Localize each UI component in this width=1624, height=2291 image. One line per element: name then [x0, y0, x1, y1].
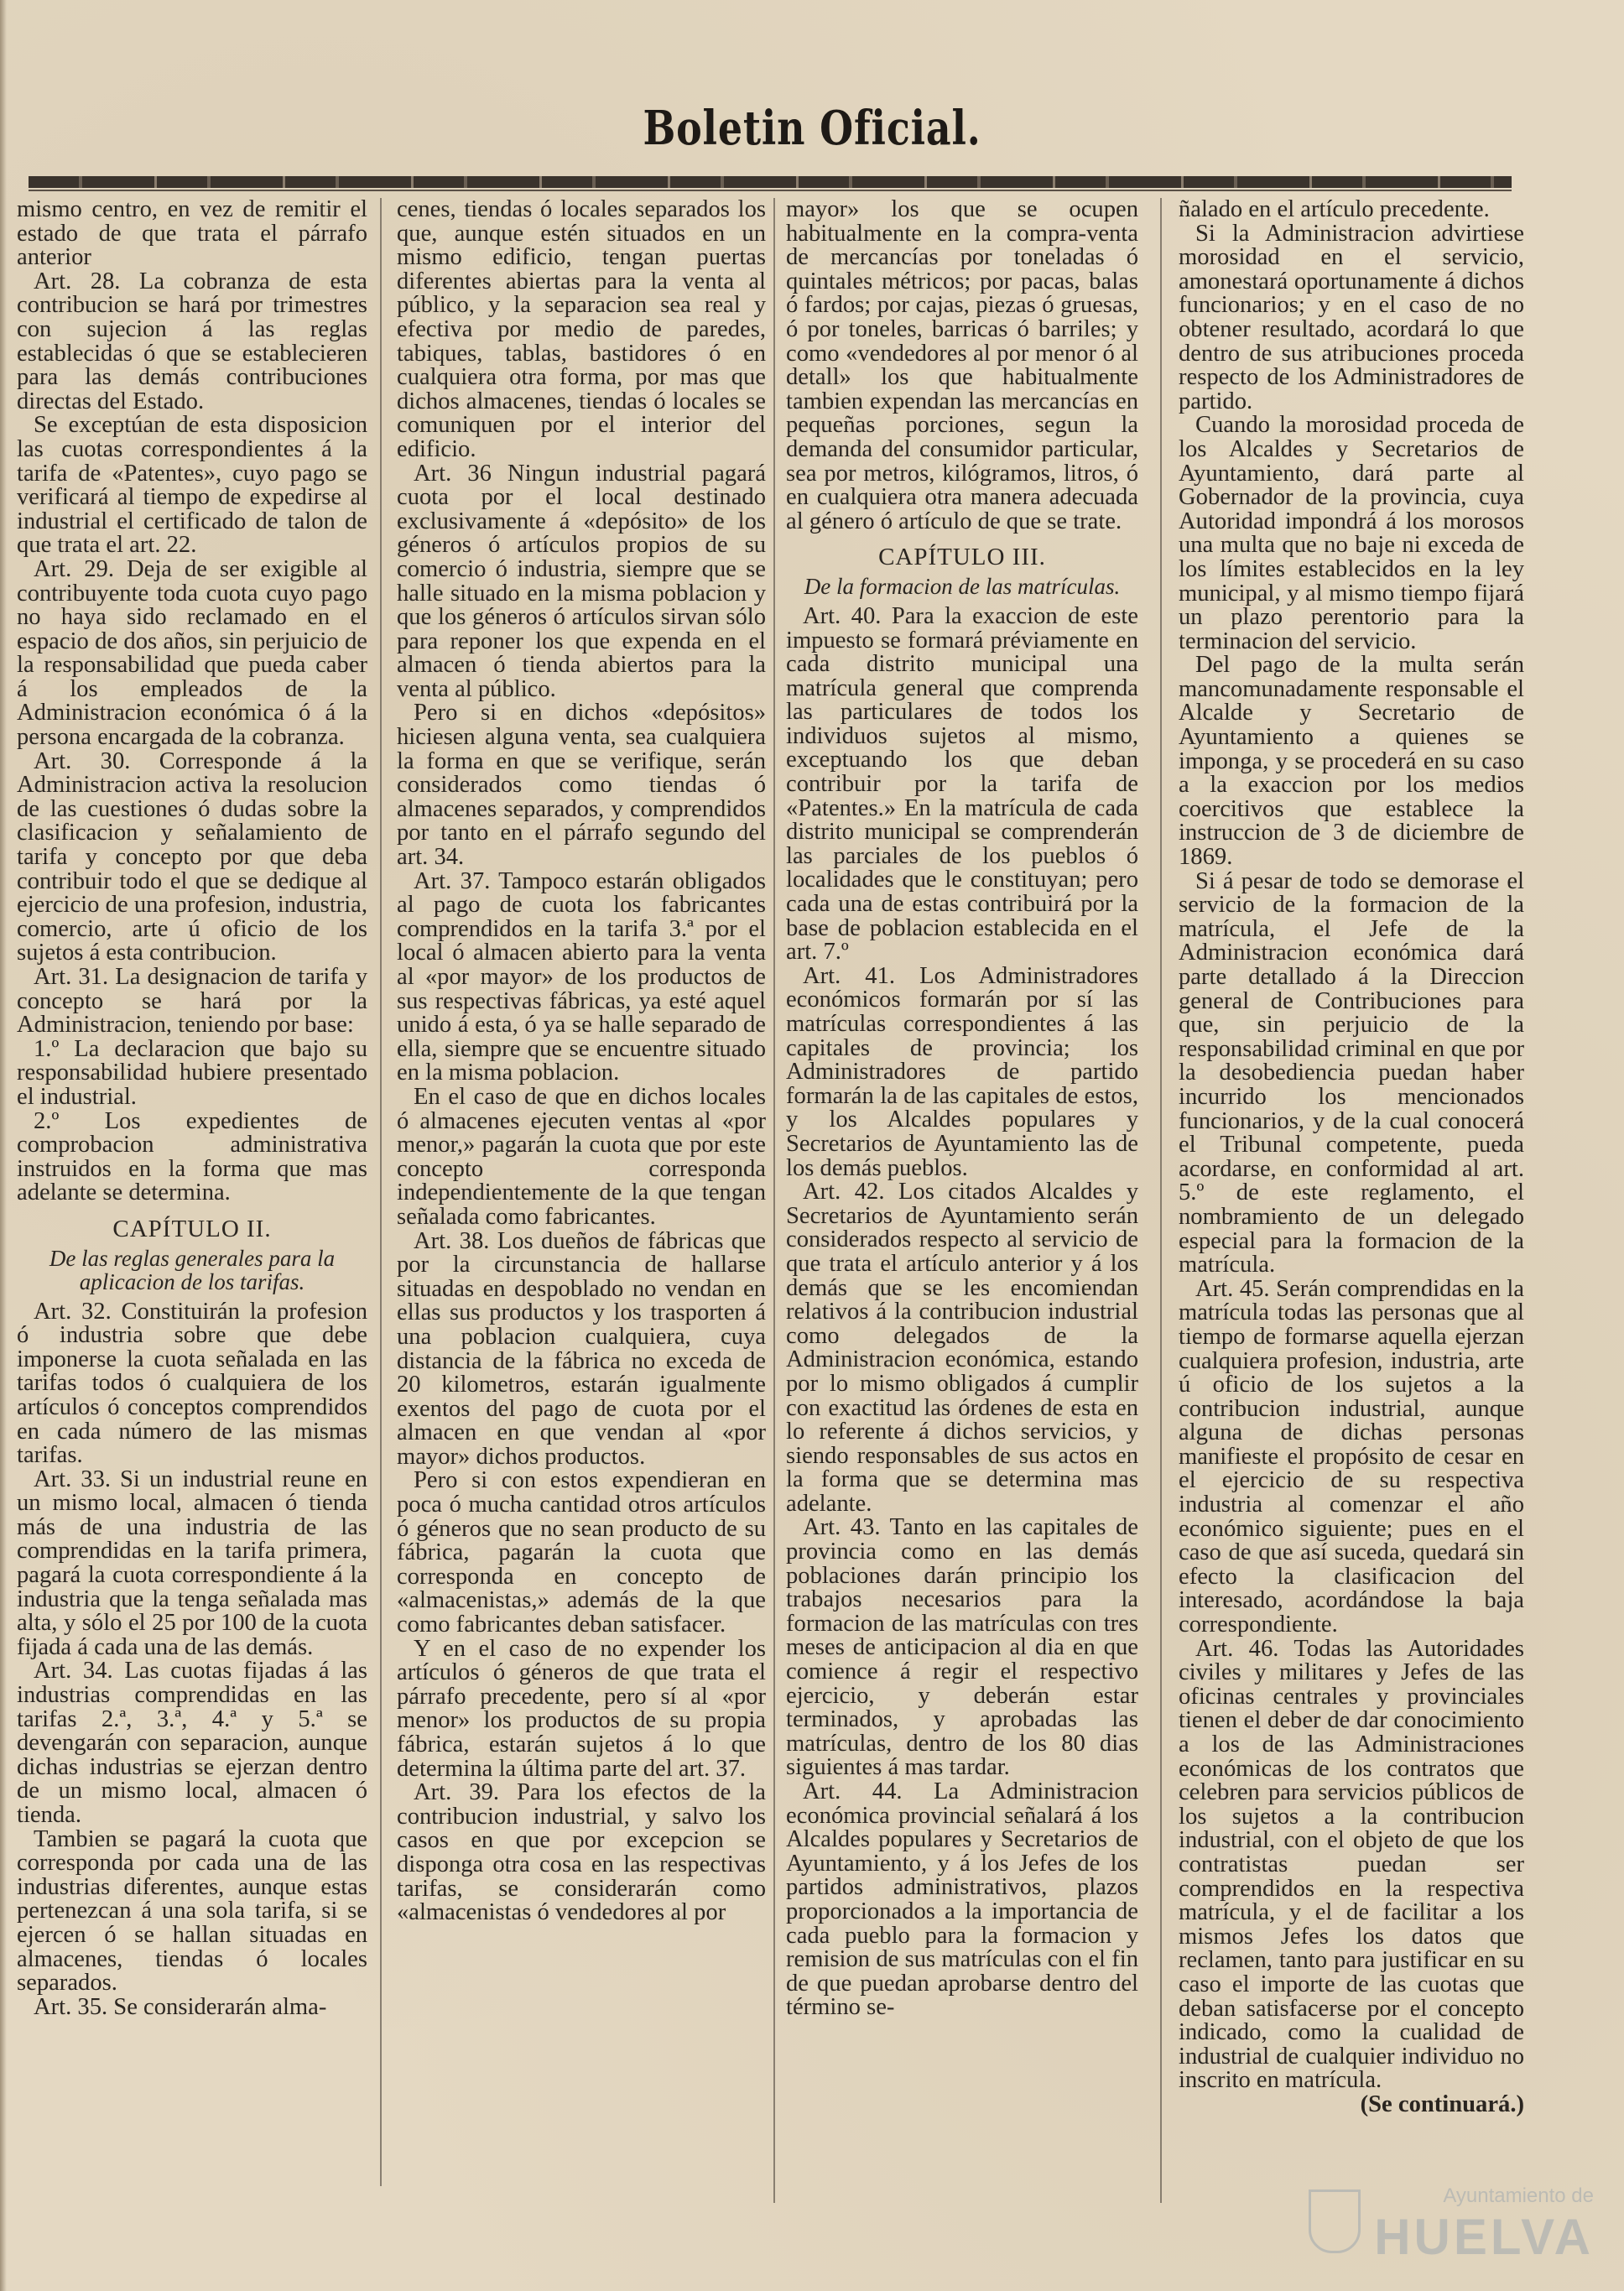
article-44: Art. 44. La Administracion económica provincial señalará á los Alcaldes populares y Secretarios de Ayuntamiento, y á los Jefes de los partidos administrativos, plazos proporcionados a la importancia de cada pueblo para la formacion y remision de sus matrículas con el fin de que puedan aprobarse dentro del término se-: [786, 1778, 1138, 2021]
article-39: Art. 39. Para los efectos de la contribucion industrial, y salvo los casos en que por excepcion se disponga otra cosa en las respectivas tarifas, se considerarán como «almacenistas ó vendedores al por: [397, 1779, 766, 1926]
chapter-subtitle: De la formacion de las matrículas.: [804, 573, 1121, 599]
article-29: Art. 29. Deja de ser exigible al contribuyente toda cuota cuyo pago no haya sido reclamado en el espacio de dos años, sin perjuicio de la responsabilidad que pueda caber á los empleados de la Administracion económica ó á la persona encargada de la cobranza.: [17, 555, 367, 751]
watermark-line-2: HUELVA: [1374, 2209, 1594, 2265]
paragraph: 2.º Los expedientes de comprobacion administrativa instruidos en la forma que mas adelante se determina.: [17, 1107, 367, 1206]
paragraph: Pero si con estos expendieran en poca ó mucha cantidad otros artículos ó géneros que no sean producto de su fábrica, pagarán la cuota que corresponda en concepto de «almacenistas,» además de la que como fabricantes deban satisfacer.: [397, 1467, 766, 1638]
column-2: [397, 198, 766, 2228]
article-41: Art. 41. Los Administradores económicos formarán por sí las matrículas correspondientes á las capitales de provincia; los Administradores de partido formarán la de las capitales de estos, y los Alcaldes populares y Secretarios de Ayuntamiento las de los demás pueblos.: [786, 962, 1138, 1181]
column-4: [1179, 198, 1524, 2228]
watermark-line-1: Ayuntamiento de: [1443, 2184, 1594, 2207]
archive-watermark: [1309, 2181, 1594, 2273]
masthead: [0, 101, 1624, 168]
article-42: Art. 42. Los citados Alcaldes y Secretarios de Ayuntamiento serán considerados respecto al servicio de que trata el artículo anterior y á los demás que se les encomiendan relativos á la contribucion industrial como delegados de la Administracion económica, estando por lo mismo obligados á cumplir con exactitud las órdenes de esta en lo referente á dichos servicios, y siendo responsables de sus actos en la forma que se determina mas adelante.: [786, 1179, 1138, 1517]
article-32: Art. 32. Constituirán la profesion ó industria sobre que debe imponerse la cuota señalada en las tarifas todos ó cualquiera de los artículos ó conceptos comprendidos en cada número de las mismas tarifas.: [17, 1298, 367, 1469]
article-38: Art. 38. Los dueños de fábricas que por la circunstancia de hallarse situadas en despoblado no vendan en ellas sus productos y los trasporten á una poblacion cualquiera, cuya distancia de la fábrica no exceda de 20 kilometros, estarán igualmente exentos del pago de cuota por el almacen en que vendan al «por mayor» dichos productos.: [397, 1227, 766, 1470]
paragraph: Pero si en dichos «depósitos» hiciesen alguna venta, sea cualquiera la forma en que se verifique, serán considerados como tiendas ó almacenes separados, y comprendidos por tanto en el párrafo segundo del art. 34.: [397, 700, 766, 871]
paragraph: 1.º La declaracion que bajo su responsabilidad hubiere presentado el industrial.: [17, 1035, 367, 1110]
article-34: Art. 34. Las cuotas fijadas á las industrias comprendidas en las tarifas 2.ª, 3.ª, 4.ª y 5.ª se devengarán con separacion, aunque dichas industrias se ejerzan dentro de un mismo local, almacen ó tienda.: [17, 1658, 367, 1828]
chapter-subtitle: De las reglas generales para la aplicacion de los tarifas.: [49, 1245, 336, 1294]
article-35: Art. 35. Se considerarán alma-: [34, 1993, 327, 2020]
paragraph: Y en el caso de no expender los artículos ó géneros de que trata el párrafo precedente, pero sí al «por menor» los productos de su propia fábrica, estarán sujetos á lo que determina la última parte del art. 37.: [397, 1635, 766, 1782]
article-33: Art. 33. Si un industrial reune en un mismo local, almacen ó tienda más de una industria de las comprendidas en la tarifa primera, pagará la cuota correspondiente á la industria que la tenga señalada mas alta, y sólo el 25 por 100 de la cuota fijada á cada una de las demás.: [17, 1466, 367, 1660]
paragraph: Cuando la morosidad proceda de los Alcaldes y Secretarios de Ayuntamiento, dará parte al Gobernador de la provincia, cuya Autoridad impondrá á los morosos una multa que no baje ni exceda de los límites establecidos en la ley municipal, y al mismo tiempo fijará un plazo perentorio para la terminacion del servicio.: [1179, 412, 1524, 654]
paragraph: ñalado en el artículo precedente.: [1179, 198, 1490, 222]
article-43: Art. 43. Tanto en las capitales de provincia como en las demás poblaciones darán principio los trabajos necesarios para la formacion de las matrículas con tres meses de anticipacion al dia en que comience á regir el respectivo ejercicio, y deberán estar terminados, y aprobadas las matrículas, dentro de los 80 dias siguientes á mas tardar.: [786, 1514, 1138, 1781]
paragraph: mayor» los que se ocupen habitualmente en la compra-venta de mercancías por toneladas ó quintales métricos; por pacas, balas ó fardos; por cajas, piezas ó gruesas, ó por toneles, barricas ó barriles; y como «vendedores al por menor ó al detall» los que habitualmente tambien expendan las mercancías en pequeñas porciones, segun la demanda del consumidor particular, sea por metros, kilógramos, litros, ó en cualquiera otra manera adecuada al género ó artículo de que se trate.: [786, 198, 1138, 534]
column-3: [786, 198, 1138, 2228]
article-45: Art. 45. Serán comprendidas en la matrícula todas las personas que al tiempo de formarse aquella ejerzan cualquiera profesion, industria, arte ú oficio de los sujetos a la contribucion industrial, aunque alguna de dichas personas manifieste el propósito de cesar en el ejercicio de su respectiva industria al comenzar el año económico siguiente; pues en el caso de que así suceda, quedará sin efecto la clasificacion del interesado, acordándose la baja correspondiente.: [1179, 1275, 1524, 1638]
paragraph: Se exceptúan de esta disposicion las cuotas correspondientes á la tarifa de «Patentes», cuyo pago se verificará al tiempo de expedirse al industrial el certificado de talon de que trata el art. 22.: [17, 412, 367, 559]
article-31: Art. 31. La designacion de tarifa y concepto se hará por la Administracion, teniendo por base:: [17, 964, 367, 1039]
chapter-heading: CAPÍTULO II.: [112, 1215, 272, 1242]
paragraph: Si á pesar de todo se demorase el servicio de la formacion de la matrícula, el Jefe de la Administracion económica dará parte detallado á la Direccion general de Contribuciones para que, sin perjuicio de la responsabilidad criminal en que por la desobediencia puedan haber incurrido los mencionados funcionarios, y de la cual conocerá el Tribunal competente, pueda acordarse, en conformidad al art. 5.º de este reglamento, el nombramiento de un delegado especial para la formacion de la matrícula.: [1179, 867, 1524, 1278]
continuation-note: (Se continuará.): [1360, 2091, 1524, 2117]
paragraph: Si la Administracion advirtiese morosidad en el servicio, amonestará oportunamente á dichos funcionarios; y en el caso de no obtener resultado, acordará lo que dentro de sus atribuciones proceda respecto de los Administradores de partido.: [1179, 220, 1524, 414]
article-46: Art. 46. Todas las Autoridades civiles y militares y Jefes de las oficinas centrales y provinciales tienen el deber de dar conocimiento a los de las Administraciones económicas de los contratos que celebren para servicios públicos de los sujetos a la contribucion industrial, con el objeto de que los contratistas puedan ser comprendidos en la respectiva matrícula, y el de facilitar a los mismos Jefes los datos que reclamen, tanto para justificar en su caso el importe de las cuotas que deban satisfacerse por el concepto indicado, como la cualidad de industrial de cualquier individuo no inscrito en matrícula.: [1179, 1635, 1524, 2094]
column-divider: [380, 198, 382, 2186]
column-1: [17, 198, 367, 2228]
article-30: Art. 30. Corresponde á la Administracion activa la resolucion de las cuestiones ó dudas sobre la clasificacion y señalamiento de tarifa y concepto por que deba contribuir todo el que se dedique al ejercicio de una profesion, industria, comercio, arte ú oficio de los sujetos á esta contribucion.: [17, 747, 367, 966]
article-28: Art. 28. La cobranza de esta contribucion se hará por trimestres con sujecion á las reglas establecidas ó que se establecieren para las demás contribuciones directas del Estado.: [17, 268, 367, 414]
article-40: Art. 40. Para la exaccion de este impuesto se formará préviamente en cada distrito municipal una matrícula general que comprenda las particulares de todos los individuos sujetos al mismo, exceptuando los que deban contribuir por la tarifa de «Patentes.» En la matrícula de cada distrito municipal se comprenderán las parciales de los pueblos ó localidades que le constituyan; pero cada una de estas contribuirá por la base de poblacion establecida en el art. 7.º: [786, 602, 1138, 966]
column-divider: [1160, 198, 1162, 2203]
article-36: Art. 36 Ningun industrial pagará cuota por el local destinado exclusivamente á «depósito» de los géneros ó artículos propios de su comercio ó industria, siempre que se halle situado en la misma poblacion y que los géneros ó artículos sirvan sólo para reponer los que expenda en el almacen ó tienda abiertos para la venta al público.: [397, 460, 766, 702]
paragraph: mismo centro, en vez de remitir el estado de que trata el párrafo anterior: [17, 198, 367, 271]
header-rule: [29, 176, 1512, 188]
shield-icon: [1309, 2189, 1361, 2253]
column-divider: [773, 198, 775, 2203]
article-37: Art. 37. Tampoco estarán obligados al pago de cuota los fabricantes comprendidos en la tarifa 3.ª por el local ó almacen abierto para la venta al «por mayor» de los productos de sus respectivas fábricas, ya esté aquel unido á esta, ó ya se halle separado de ella, siempre que se encuentre situado en la misma poblacion.: [397, 867, 766, 1086]
paragraph: Tambien se pagará la cuota que corresponda por cada una de las industrias diferentes, aunque estas pertenezcan á una sola tarifa, si se ejercen ó se hallan situadas en almacenes, tiendas ó locales separados.: [17, 1825, 367, 1997]
paragraph: cenes, tiendas ó locales separados los que, aunque estén situados en un mismo edificio, tengan puertas diferentes abiertas para la venta al público, y la separacion sea real y efectiva por medio de paredes, tabiques, tablas, bastidores ó en cualquiera otra forma, por mas que dichos almacenes, tiendas ó locales se comuniquen por el interior del edificio.: [397, 198, 766, 462]
header-rule-thin: [29, 190, 1512, 191]
paragraph: Del pago de la multa serán mancomunadamente responsable el Alcalde y Secretario de Ayuntamiento a quienes se imponga, y se procederá en su caso a la exaccion por los medios coercitivos que establece la instruccion de 3 de diciembre de 1869.: [1179, 652, 1524, 871]
page-edge-shadow: [0, 0, 7, 2291]
chapter-heading: CAPÍTULO III.: [878, 544, 1046, 571]
page-title: Boletin Oficial.: [643, 101, 981, 156]
paragraph: En el caso de que en dichos locales ó almacenes ejecuten ventas al «por menor,» pagarán la cuota que por este concepto corresponda independientemente de la que tengan señalada como fabricantes.: [397, 1083, 766, 1230]
